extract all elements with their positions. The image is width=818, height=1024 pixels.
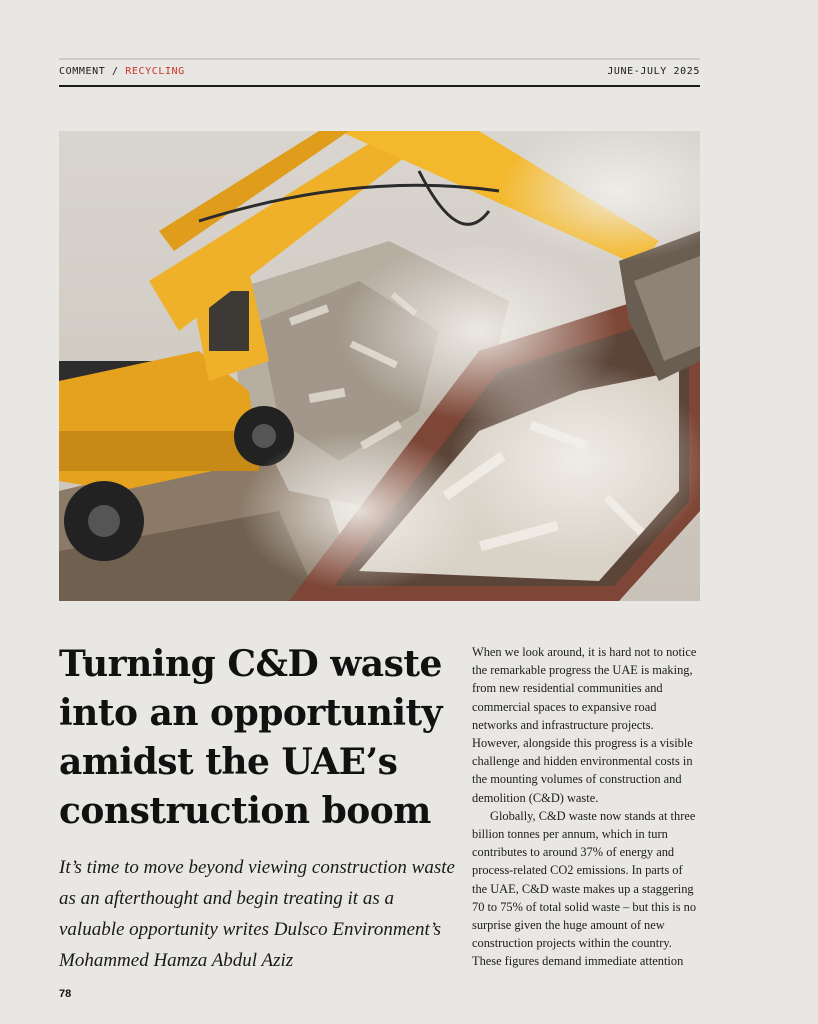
section-separator: / (105, 66, 126, 77)
body-paragraph: Globally, C&D waste now stands at three billion tonnes per annum, which in turn contributes to around 37% of energy and process-related CO2 emissions. In parts of the UAE, C&D waste makes up a staggering 70 to 75% of total solid waste – but this is no surprise given the huge amount of new construction projects within the country. These figures demand immediate attention (472, 808, 697, 969)
excavator-photo-illustration (59, 131, 700, 601)
section-label (59, 66, 185, 77)
running-header (59, 66, 700, 82)
header-rule (59, 85, 700, 87)
category-name: RECYCLING (125, 66, 185, 77)
top-rule (59, 58, 700, 60)
section-name: COMMENT (59, 66, 106, 77)
article-headline: Turning C&D waste into an opportunity amidst the UAE’s construction boom (59, 643, 443, 832)
body-paragraph: When we look around, it is hard not to notice the remarkable progress the UAE is making, from new residential communities and commercial spaces to expansive road networks and infrastructure projects. However, alongside this progress is a visible challenge and hidden environmental costs in the mounting volumes of construction and demolition (C&D) waste. (472, 645, 697, 805)
article-body (472, 643, 700, 969)
page-number: 78 (59, 988, 72, 1000)
article-standfirst: It’s time to move beyond viewing construction waste as an afterthought and begin treating it as a valuable opportunity writes Dulsco Environment’s Mohammed Hamza Abdul Aziz (59, 857, 455, 971)
issue-date: JUNE-JULY 2025 (607, 66, 700, 77)
hero-photo (59, 131, 700, 601)
